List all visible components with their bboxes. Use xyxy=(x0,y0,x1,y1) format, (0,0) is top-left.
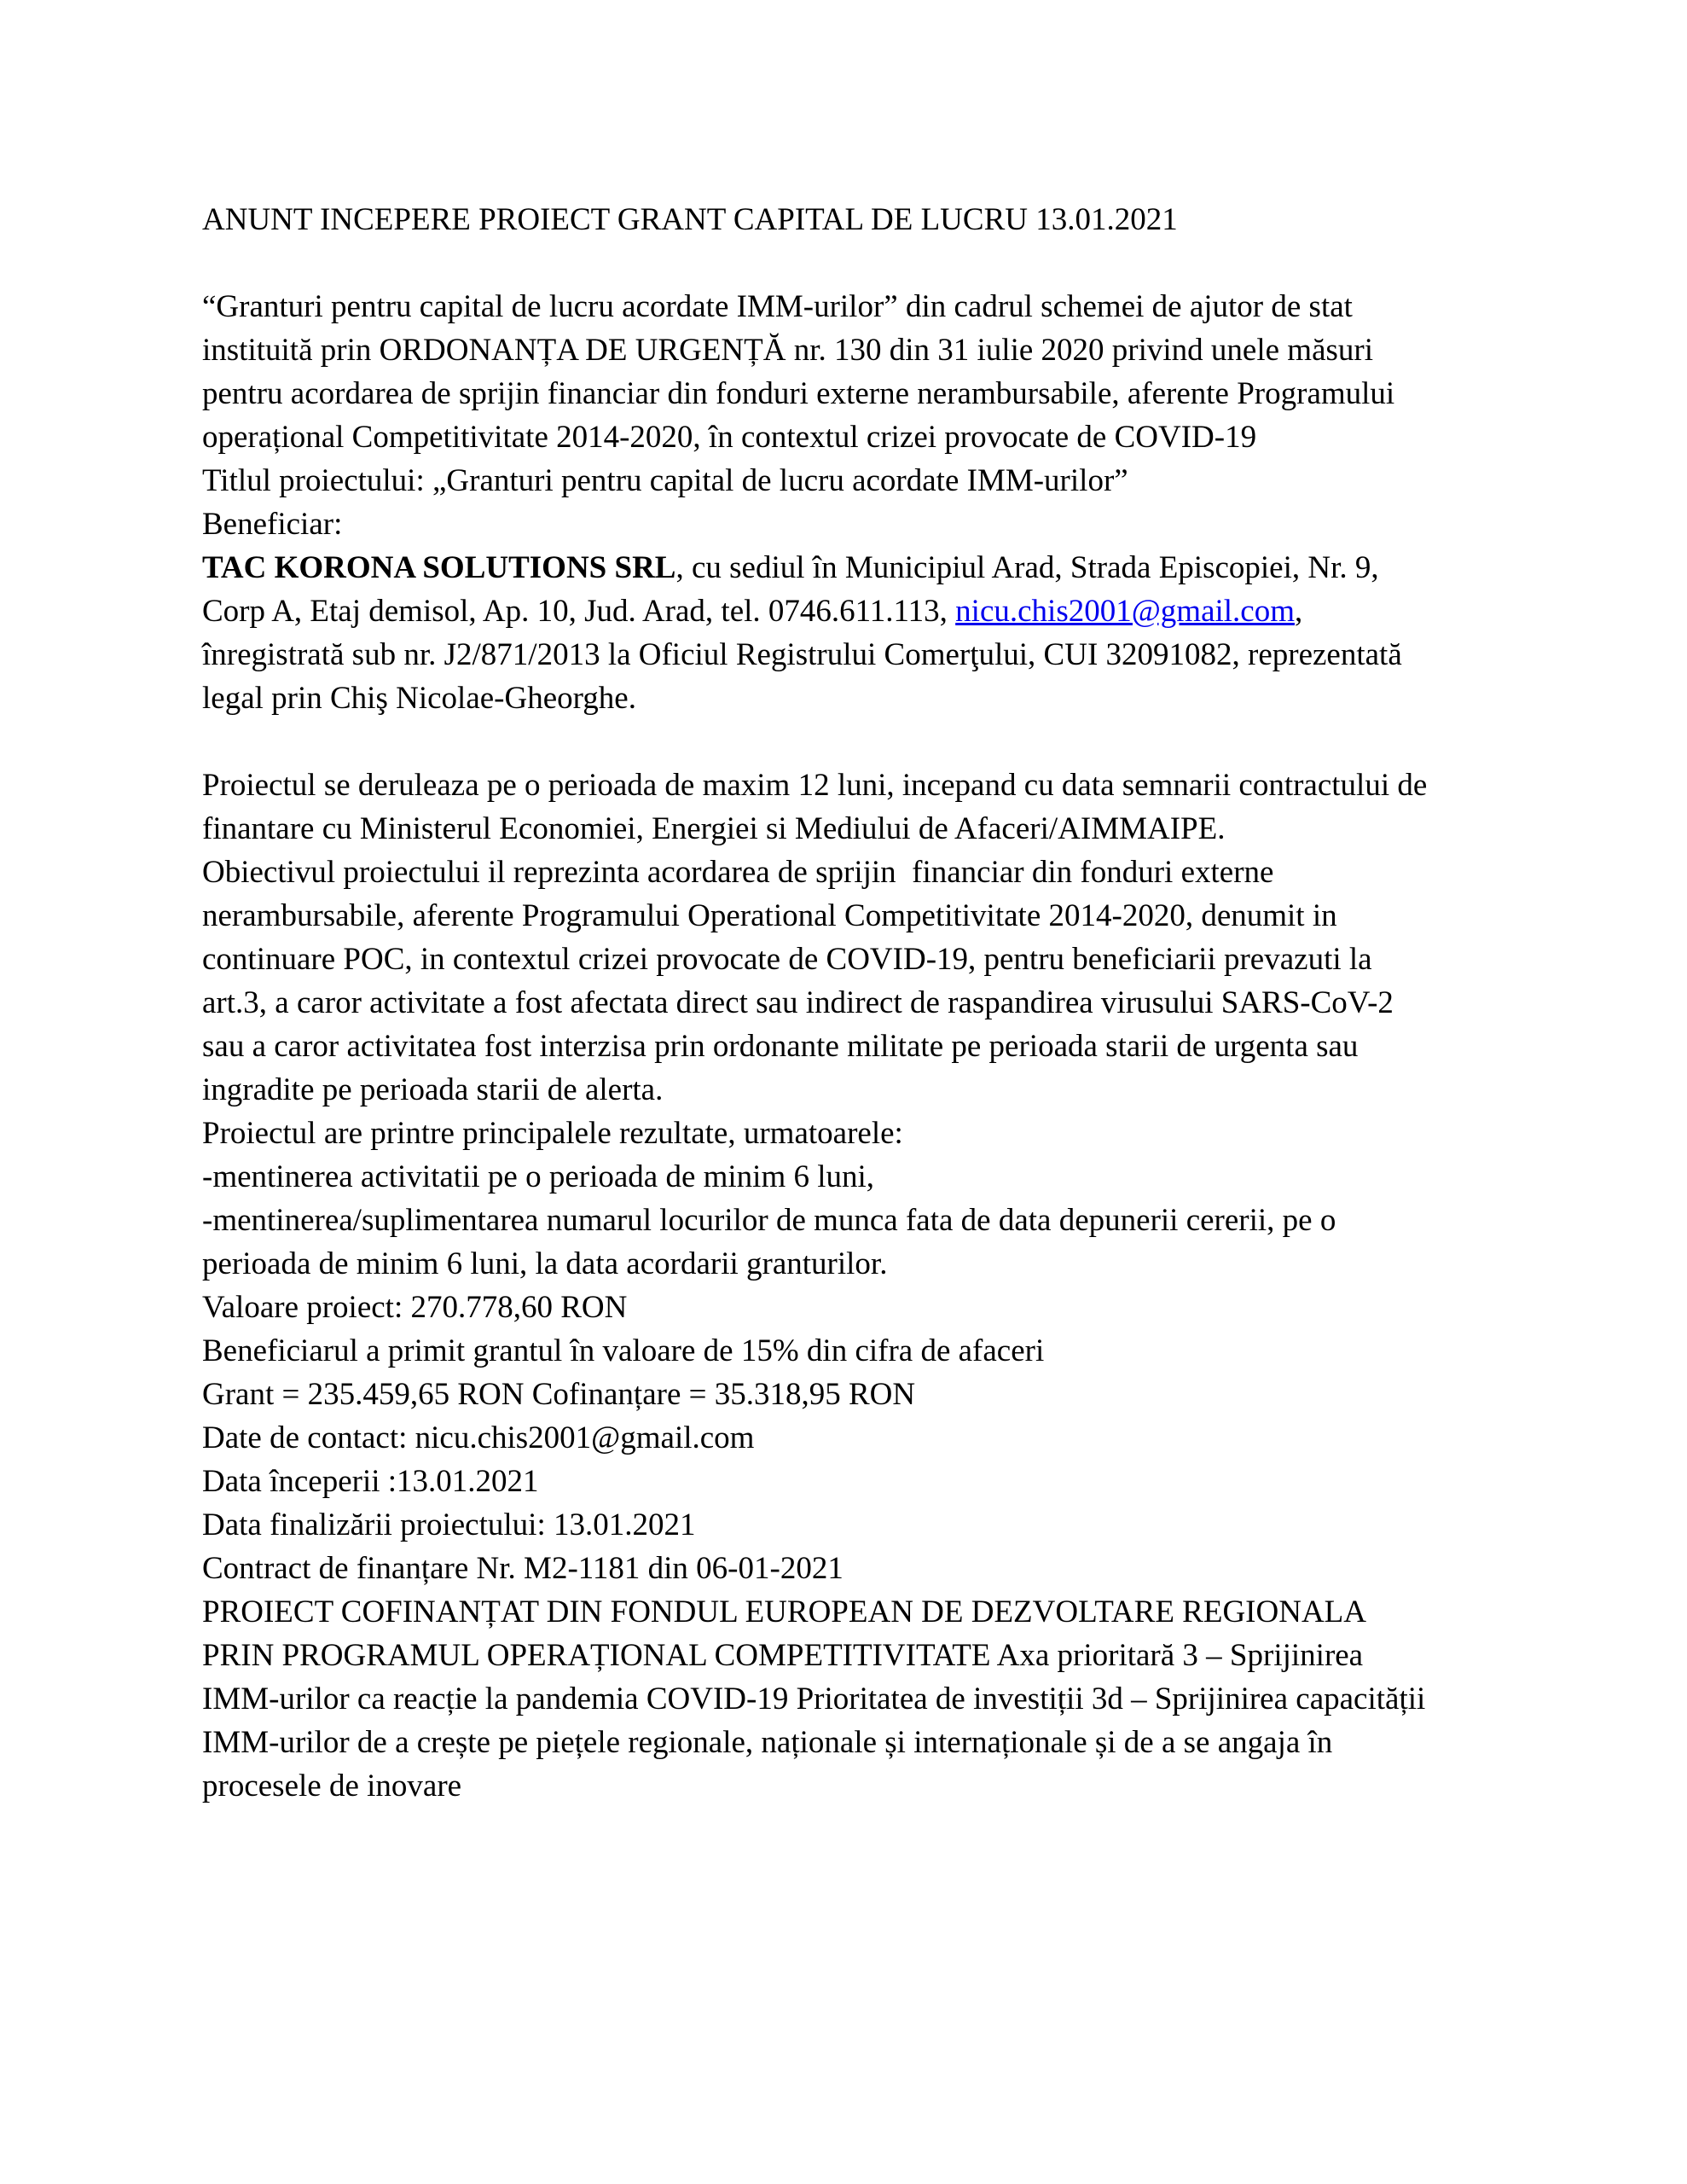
text-line xyxy=(202,764,1533,807)
text-line xyxy=(202,1460,1533,1503)
text-segment: înregistrată sub nr. J2/871/2013 la Oficiul Registrului Comerţului, CUI 32091082, reprezentată xyxy=(202,637,1402,672)
text-line xyxy=(202,894,1533,938)
text-segment: sau a caror activitatea fost interzisa prin ordonante militate pe perioada starii de urgenta sau xyxy=(202,1029,1359,1064)
text-line xyxy=(202,415,1533,459)
text-line xyxy=(202,807,1533,851)
text-segment: ingradite pe perioada starii de alerta. xyxy=(202,1072,664,1107)
text-line xyxy=(202,1199,1533,1242)
text-line xyxy=(202,1286,1533,1329)
text-line xyxy=(202,328,1533,372)
text-segment: -mentinerea activitatii pe o perioada de minim 6 luni, xyxy=(202,1159,875,1194)
text-segment: Titlul proiectului: „Granturi pentru capital de lucru acordate IMM-urilor” xyxy=(202,463,1128,498)
text-segment: Data finalizării proiectului: 13.01.2021 xyxy=(202,1507,696,1542)
text-segment: pentru acordarea de sprijin financiar din fonduri externe nerambursabile, aferente Programului xyxy=(202,376,1395,411)
text-line xyxy=(202,633,1533,677)
text-line xyxy=(202,1590,1533,1634)
document-body xyxy=(202,198,1533,1808)
text-segment: PROIECT COFINANȚAT DIN FONDUL EUROPEAN DE DEZVOLTARE REGIONALA xyxy=(202,1594,1366,1629)
text-line xyxy=(202,1764,1533,1808)
text-segment: art.3, a caror activitate a fost afectata direct sau indirect de raspandirea virusului SARS-CoV-2 xyxy=(202,985,1394,1020)
text-segment: Contract de finanțare Nr. M2-1181 din 06-01-2021 xyxy=(202,1551,844,1586)
text-segment: Proiectul se deruleaza pe o perioada de maxim 12 luni, incepand cu data semnarii contractului de xyxy=(202,768,1428,803)
text-segment: Date de contact: nicu.chis2001@gmail.com xyxy=(202,1420,755,1455)
text-segment: , cu sediul în Municipiul Arad, Strada Episcopiei, Nr. 9, xyxy=(675,550,1379,585)
text-line xyxy=(202,1242,1533,1286)
text-line xyxy=(202,851,1533,894)
text-line xyxy=(202,285,1533,328)
text-segment: operațional Competitivitate 2014-2020, în contextul crizei provocate de COVID-19 xyxy=(202,420,1257,455)
blank-line xyxy=(202,241,1533,285)
text-segment: Valoare proiect: 270.778,60 RON xyxy=(202,1290,628,1325)
text-line xyxy=(202,1025,1533,1068)
text-segment: IMM-urilor ca reacție la pandemia COVID-19 Prioritatea de investiții 3d – Sprijinirea capacității xyxy=(202,1682,1426,1716)
blank-line xyxy=(202,720,1533,764)
text-line xyxy=(202,546,1533,590)
email-link[interactable]: nicu.chis2001@gmail.com xyxy=(955,594,1296,629)
text-segment: legal prin Chiş Nicolae-Gheorghe. xyxy=(202,681,636,716)
text-segment: procesele de inovare xyxy=(202,1769,462,1804)
text-segment: perioada de minim 6 luni, la data acordarii granturilor. xyxy=(202,1246,888,1281)
text-line xyxy=(202,1677,1533,1721)
text-line xyxy=(202,1329,1533,1373)
text-line xyxy=(202,1373,1533,1416)
text-line xyxy=(202,1503,1533,1547)
document-title xyxy=(202,198,1533,241)
text-line xyxy=(202,981,1533,1025)
text-segment: Beneficiarul a primit grantul în valoare de 15% din cifra de afaceri xyxy=(202,1333,1045,1368)
text-segment: Beneficiar: xyxy=(202,507,343,542)
text-segment: IMM-urilor de a crește pe piețele regionale, naționale și internaționale și de a se angaja în xyxy=(202,1725,1333,1760)
text-segment: nerambursabile, aferente Programului Operational Competitivitate 2014-2020, denumit in xyxy=(202,898,1337,933)
text-segment: “Granturi pentru capital de lucru acordate IMM-urilor” din cadrul schemei de ajutor de stat xyxy=(202,289,1353,324)
text-segment: ANUNT INCEPERE PROIECT GRANT CAPITAL DE LUCRU 13.01.2021 xyxy=(202,202,1178,237)
text-segment: Data începerii :13.01.2021 xyxy=(202,1464,539,1499)
text-line xyxy=(202,590,1533,633)
text-segment: -mentinerea/suplimentarea numarul locurilor de munca fata de data depunerii cererii, pe o xyxy=(202,1203,1336,1238)
text-line xyxy=(202,1112,1533,1155)
text-line xyxy=(202,1634,1533,1677)
text-line xyxy=(202,1068,1533,1112)
text-segment: PRIN PROGRAMUL OPERAȚIONAL COMPETITIVITATE Axa prioritară 3 – Sprijinirea xyxy=(202,1638,1364,1673)
text-segment: Corp A, Etaj demisol, Ap. 10, Jud. Arad, tel. 0746.611.113, xyxy=(202,594,956,629)
text-line xyxy=(202,677,1533,720)
text-segment: Proiectul are printre principalele rezultate, urmatoarele: xyxy=(202,1116,903,1151)
text-segment: Grant = 235.459,65 RON Cofinanțare = 35.318,95 RON xyxy=(202,1377,916,1412)
text-segment: instituită prin ORDONANȚA DE URGENȚĂ nr. 130 din 31 iulie 2020 privind unele măsuri xyxy=(202,333,1373,368)
text-line xyxy=(202,1721,1533,1764)
text-line xyxy=(202,1547,1533,1590)
beneficiary-name-bold: TAC KORONA SOLUTIONS SRL xyxy=(202,550,676,585)
text-segment: finantare cu Ministerul Economiei, Energiei si Mediului de Afaceri/AIMMAIPE. xyxy=(202,811,1226,846)
text-line xyxy=(202,1155,1533,1199)
text-line xyxy=(202,502,1533,546)
text-line xyxy=(202,459,1533,502)
text-line xyxy=(202,938,1533,981)
text-line xyxy=(202,372,1533,415)
text-segment: , xyxy=(1295,594,1303,629)
text-segment: Obiectivul proiectului il reprezinta acordarea de sprijin financiar din fonduri externe xyxy=(202,855,1274,890)
text-segment: continuare POC, in contextul crizei provocate de COVID-19, pentru beneficiarii prevazuti la xyxy=(202,942,1372,977)
text-line xyxy=(202,1416,1533,1460)
